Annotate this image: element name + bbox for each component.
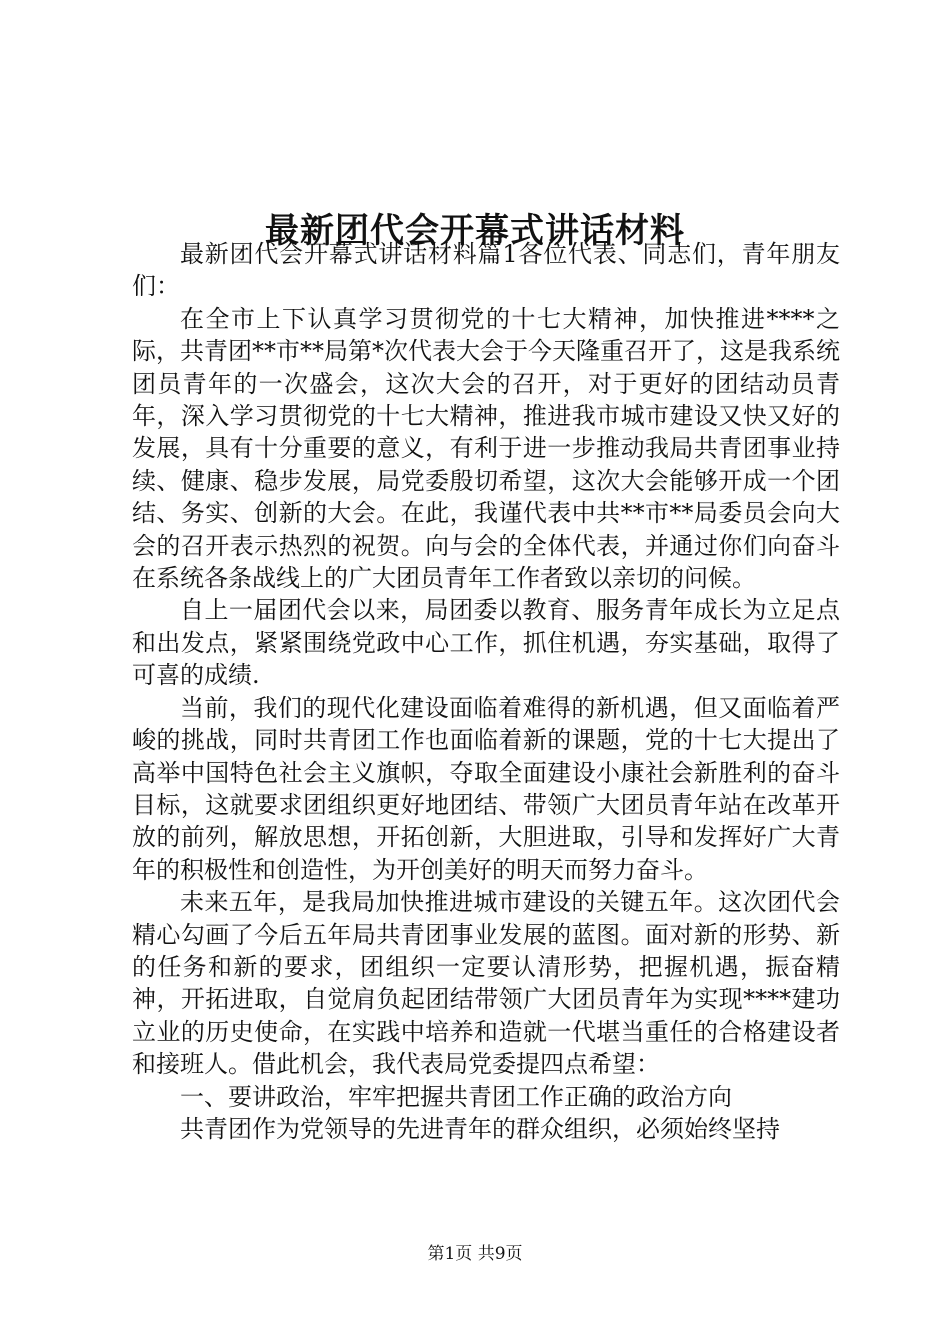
document-body <box>132 238 840 1145</box>
paragraph-achievements: 自上一届团代会以来，局团委以教育、服务青年成长为立足点和出发点，紧紧围绕党政中心工作，抓住机遇，夯实基础，取得了可喜的成绩. <box>132 596 840 690</box>
paragraph-next-five-years: 未来五年，是我局加快推进城市建设的关键五年。这次团代会精心勾画了今后五年局共青团事业发展的蓝图。面对新的形势、新的任务和新的要求，团组织一定要认清形势，把握机遇，振奋精神，开拓进取，自觉肩负起团结带领广大团员青年为实现****建功立业的历史使命，在实践中培养和造就一代堪当重任的合格建设者和接班人。借此机会，我代表局党委提四点希望： <box>132 888 840 1079</box>
paragraph-opening: 在全市上下认真学习贯彻党的十七大精神，加快推进****之际，共青团**市**局第*次代表大会于今天隆重召开了，这是我系统团员青年的一次盛会，这次大会的召开，对于更好的团结动员青年，深入学习贯彻党的十七大精神，推进我市城市建设又快又好的发展，具有十分重要的意义，有利于进一步推动我局共青团事业持续、健康、稳步发展，局党委殷切希望，这次大会能够开成一个团结、务实、创新的大会。在此，我谨代表中共**市**局委员会向大会的召开表示热烈的祝贺。向与会的全体代表，并通过你们向奋斗在系统各条战线上的广大团员青年工作者致以亲切的问候。 <box>132 304 840 593</box>
paragraph-current-situation: 当前，我们的现代化建设面临着难得的新机遇，但又面临着严峻的挑战，同时共青团工作也面临着新的课题，党的十七大提出了高举中国特色社会主义旗帜，夺取全面建设小康社会新胜利的奋斗目标，这就要求团组织更好地团结、带领广大团员青年站在改革开放的前列，解放思想，开拓创新，大胆进取，引导和发挥好广大青年的积极性和创造性，为开创美好的明天而努力奋斗。 <box>132 693 840 884</box>
section-heading-politics: 一、要讲政治，牢牢把握共青团工作正确的政治方向 <box>180 1082 732 1111</box>
paragraph-politics: 共青团作为党领导的先进青年的群众组织，必须始终坚持 <box>180 1114 780 1143</box>
page-footer: 第1页 共9页 <box>427 1244 523 1264</box>
paragraph-greeting: 最新团代会开幕式讲话材料篇1各位代表、同志们，青年朋友们： <box>132 240 840 301</box>
document-title: 最新团代会开幕式讲话材料 <box>265 210 685 251</box>
